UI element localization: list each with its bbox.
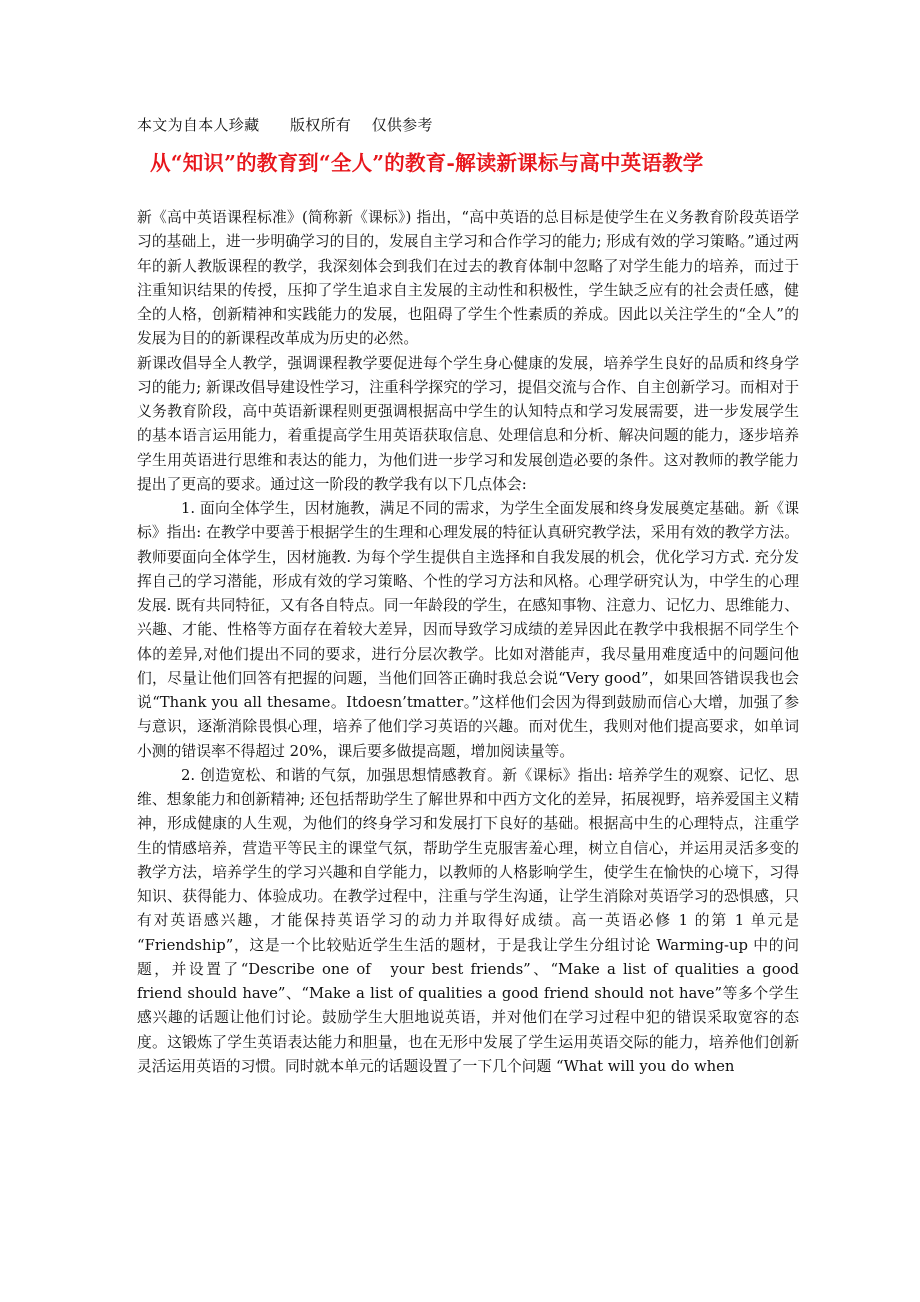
document-body xyxy=(137,206,799,1079)
paragraph-point-1: 1. 面向全体学生，因材施教，满足不同的需求，为学生全面发展和终身发展奠定基础。新《课标》指出: 在教学中要善于根据学生的生理和心理发展的特征认真研究教学法，采用有效的教学方法。教师要面向全体学生，因材施教. 为每个学生提供自主选择和自我发展的机会，优化学习方式. 充分发挥自己的学习潜能，形成有效的学习策略、个性的学习方法和风格。心理学研究认为，中学生的心理发展. 既有共同特征，又有各自特点。同一年龄段的学生，在感知事物、注意力、记忆力、思维能力、兴趣、才能、性格等方面存在着较大差异，因而导致学习成绩的差异因此在教学中我根据不同学生个体的差异,对他们提出不同的要求，进行分层次教学。比如对潜能声，我尽量用难度适中的问题问他们，尽量让他们回答有把握的问题，当他们回答正确时我总会说“Very good”，如果回答错误我也会说“Thank you all thesame。Itdoesn’tmatter。”这样他们会因为得到鼓励而信心大增，加强了参与意识，逐渐消除畏惧心理，培养了他们学习英语的兴趣。而对优生，我则对他们提高要求，如单词小测的错误率不得超过 20%，课后要多做提高题，增加阅读量等。 xyxy=(137,500,799,760)
paragraph-point-2: 2. 创造宽松、和谐的气氛，加强思想情感教育。新《课标》指出: 培养学生的观察、记忆、思维、想象能力和创新精神; 还包括帮助学生了解世界和中西方文化的差异，拓展视野，培养爱国主义精神，形成健康的人生观，为他们的终身学习和发展打下良好的基础。根据高中生的心理特点，注重学生的情感培养，营造平等民主的课堂气氛，帮助学生克服害羞心理，树立自信心，并运用灵活多变的教学方法，培养学生的学习兴趣和自学能力，以教师的人格影响学生，使学生在愉快的心境下，习得知识、获得能力、体验成功。在教学过程中，注重与学生沟通，让学生消除对英语学习的恐惧感，只有对英语感兴趣，才能保持英语学习的动力并取得好成绩。高一英语必修 1 的第 1 单元是 “Friendship”，这是一个比较贴近学生生活的题材，于是我让学生分组讨论 Warming-up 中的问题，并设置了“Describe one of your best friends”、“Make a list of qualities a good friend should have”、“Make a list of qualities a good friend should not have”等多个学生感兴趣的话题让他们讨论。鼓励学生大胆地说英语，并对他们在学习过程中犯的错误采取宽容的态度。这锻炼了学生英语表达能力和胆量，也在无形中发展了学生运用英语交际的能力，培养他们创新灵活运用英语的习惯。同时就本单元的话题设置了一下几个问题 “What will you do when xyxy=(137,766,799,1075)
paragraph-intro: 新《高中英语课程标准》(简称新《课标》) 指出，“高中英语的总目标是使学生在义务教育阶段英语学习的基础上，进一步明确学习的目的，发展自主学习和合作学习的能力; 形成有效的学习策略。”通过两年的新人教版课程的教学，我深刻体会到我们在过去的教育体制中忽略了对学生能力的培养，而过于注重知识结果的传授，压抑了学生追求自主发展的主动性和积极性，学生缺乏应有的社会责任感，健全的人格，创新精神和实践能力的发展，也阻碍了学生个性素质的养成。因此以关注学生的“全人”的发展为目的的新课程改革成为历史的必然。 xyxy=(137,209,799,348)
document-title: 从“知识”的教育到“全人”的教育-解读新课标与高中英语教学 xyxy=(150,151,704,175)
header-note: 本文为自本人珍藏 版权所有 仅供参考 xyxy=(137,116,433,134)
paragraph-reform: 新课改倡导全人教学，强调课程教学要促进每个学生身心健康的发展，培养学生良好的品质和终身学习的能力; 新课改倡导建设性学习，注重科学探究的学习，提倡交流与合作、自主创新学习。而相对于义务教育阶段，高中英语新课程则更强调根据高中学生的认知特点和学习发展需要，进一步发展学生的基本语言运用能力，着重提高学生用英语获取信息、处理信息和分析、解决问题的能力，逐步培养学生用英语进行思维和表达的能力，为他们进一步学习和发展创造必要的条件。这对教师的教学能力提出了更高的要求。通过这一阶段的教学我有以下几点体会: xyxy=(137,354,799,493)
